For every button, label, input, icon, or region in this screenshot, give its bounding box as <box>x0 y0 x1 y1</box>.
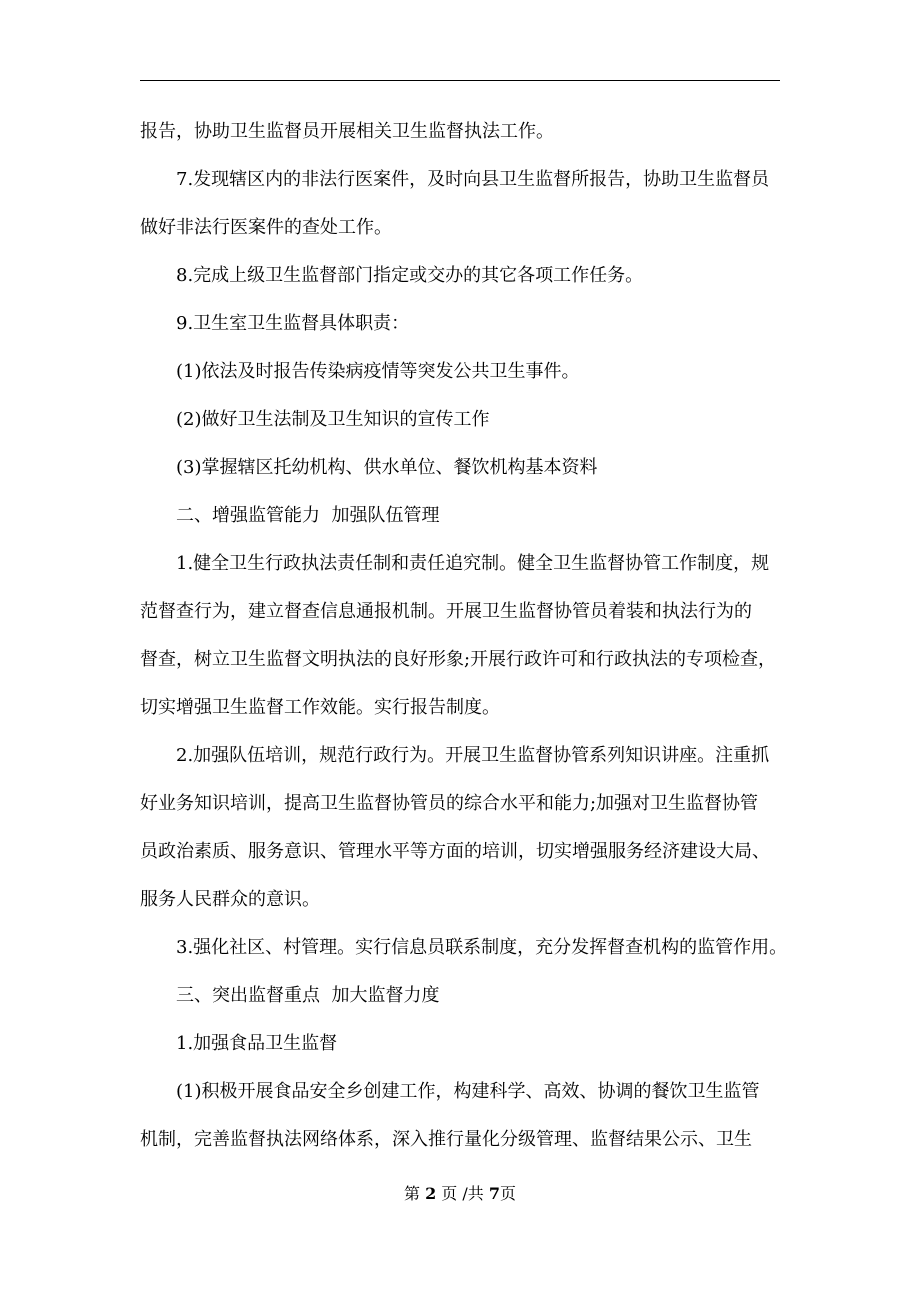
text-line: 报告，协助卫生监督员开展相关卫生监督执法工作。 <box>140 121 554 142</box>
text-line: (2)做好卫生法制及卫生知识的宣传工作 <box>176 409 490 430</box>
text-line: 1.加强食品卫生监督 <box>176 1033 338 1054</box>
text-line: 服务人民群众的意识。 <box>140 889 320 910</box>
text-line: 范督查行为，建立督查信息通报机制。开展卫生监督协管员着装和执法行为的 <box>140 601 752 622</box>
text-line: 2.加强队伍培训，规范行政行为。开展卫生监督协管系列知识讲座。注重抓 <box>176 745 770 766</box>
footer-suffix: 页 <box>500 1184 517 1203</box>
footer-page-number: 2 <box>425 1184 437 1203</box>
text-line: 机制，完善监督执法网络体系，深入推行量化分级管理、监督结果公示、卫生 <box>140 1129 752 1150</box>
page-footer <box>0 1184 920 1204</box>
text-line: 切实增强卫生监督工作效能。实行报告制度。 <box>140 697 500 718</box>
section-heading: 三、突出监督重点 加大监督力度 <box>176 985 440 1006</box>
text-line: (1)积极开展食品安全乡创建工作，构建科学、高效、协调的餐饮卫生监管 <box>176 1081 760 1102</box>
text-line: 3.强化社区、村管理。实行信息员联系制度，充分发挥督查机构的监管作用。 <box>176 937 788 958</box>
text-line: (1)依法及时报告传染病疫情等突发公共卫生事件。 <box>176 361 580 382</box>
text-line: 督查，树立卫生监督文明执法的良好形象;开展行政许可和行政执法的专项检查， <box>140 649 777 670</box>
text-line: 做好非法行医案件的查处工作。 <box>140 217 392 238</box>
section-heading: 二、增强监管能力 加强队伍管理 <box>176 505 440 526</box>
text-line: (3)掌握辖区托幼机构、供水单位、餐饮机构基本资料 <box>176 457 598 478</box>
text-line: 1.健全卫生行政执法责任制和责任追究制。健全卫生监督协管工作制度，规 <box>176 553 770 574</box>
footer-prefix: 第 <box>403 1184 420 1203</box>
footer-total-pages: 7 <box>488 1184 501 1203</box>
text-line: 8.完成上级卫生监督部门指定或交办的其它各项工作任务。 <box>176 265 644 286</box>
text-line: 好业务知识培训，提高卫生监督协管员的综合水平和能力;加强对卫生监督协管 <box>140 793 759 814</box>
text-line: 9.卫生室卫生监督具体职责： <box>176 313 410 334</box>
text-line: 7.发现辖区内的非法行医案件，及时向县卫生监督所报告，协助卫生监督员 <box>176 169 770 190</box>
footer-middle: 页 /共 <box>441 1184 484 1203</box>
header-rule <box>140 80 780 81</box>
text-line: 员政治素质、服务意识、管理水平等方面的培训，切实增强服务经济建设大局、 <box>140 841 770 862</box>
document-body <box>140 120 800 1152</box>
